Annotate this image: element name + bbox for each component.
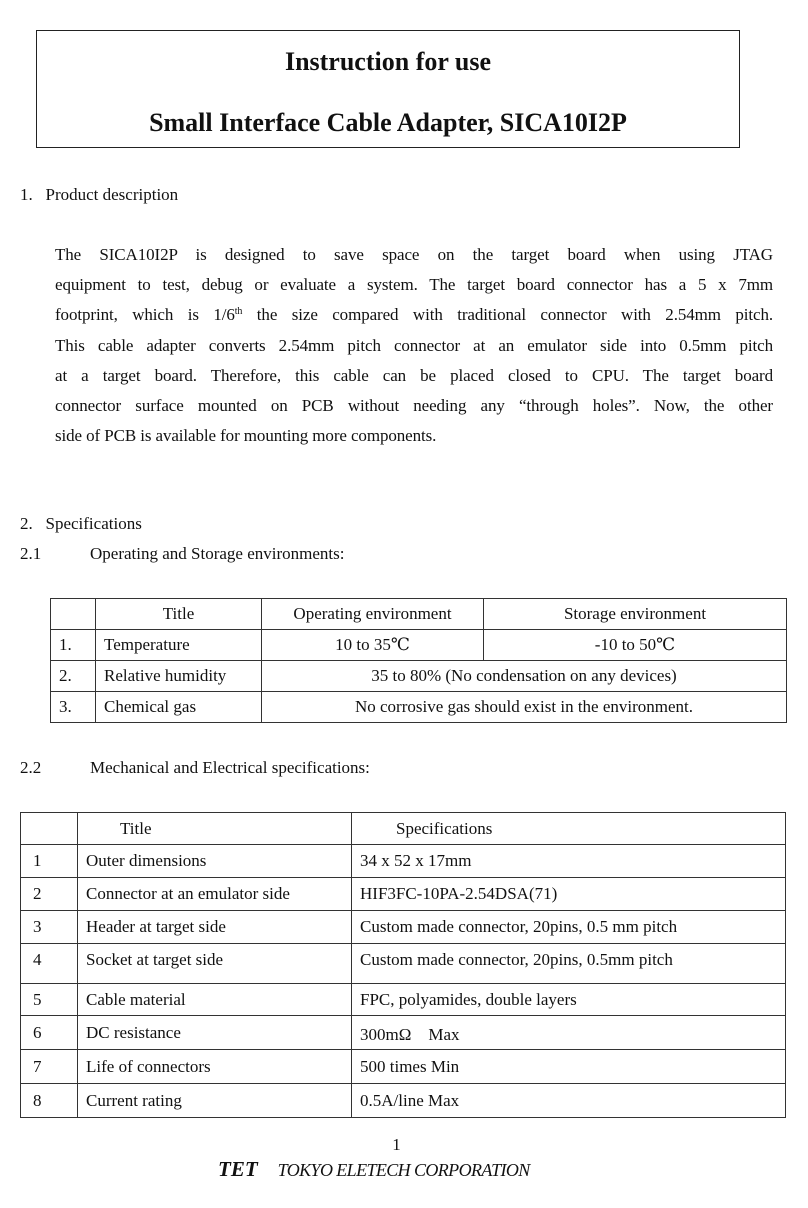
table-header-row <box>21 813 786 845</box>
row-number: 5 <box>21 984 78 1016</box>
operating-value: 10 to 35℃ <box>262 630 484 661</box>
row-title: Life of connectors <box>78 1050 352 1084</box>
title-box <box>36 30 740 148</box>
header-cell: Specifications <box>352 813 786 845</box>
table-row <box>21 878 786 911</box>
row-number: 3. <box>51 692 96 723</box>
header-cell <box>21 813 78 845</box>
row-spec: 0.5A/line Max <box>352 1084 786 1118</box>
row-title: Outer dimensions <box>78 845 352 878</box>
paragraph-line: equipment to test, debug or evaluate a system. The target board connector has a 5 x 7mm <box>55 275 773 295</box>
header-cell: Title <box>96 599 262 630</box>
table-header-row <box>51 599 787 630</box>
paragraph-line: connector surface mounted on PCB without needing any “through holes”. Now, the other <box>55 396 773 416</box>
section2-heading: 2. Specifications <box>20 514 142 533</box>
merged-value: 35 to 80% (No condensation on any devices) <box>262 661 787 692</box>
table-row <box>21 984 786 1016</box>
header-cell: Storage environment <box>484 599 787 630</box>
document-title: Instruction for use <box>284 47 492 76</box>
table-row <box>21 845 786 878</box>
row-title: Header at target side <box>78 911 352 944</box>
row-spec: Custom made connector, 20pins, 0.5 mm pitch <box>352 911 786 944</box>
subsection-number: 2.1 <box>20 544 42 563</box>
paragraph-line: at a target board. Therefore, this cable can be placed closed to CPU. The target board <box>55 365 773 385</box>
row-number: 1 <box>21 845 78 878</box>
row-spec: 34 x 52 x 17mm <box>352 845 786 878</box>
subsection-title: Operating and Storage environments: <box>90 544 345 563</box>
row-spec: Custom made connector, 20pins, 0.5mm pitch <box>352 944 786 984</box>
table-row <box>21 1050 786 1084</box>
row-title: Relative humidity <box>96 661 262 692</box>
row-title: Current rating <box>78 1084 352 1118</box>
paragraph-text: the size compared with traditional connector with 2.54mm pitch. <box>242 305 773 325</box>
subsection-number: 2.2 <box>20 758 42 777</box>
row-number: 1. <box>51 630 96 661</box>
page-number: 1 <box>392 1135 401 1154</box>
row-title: Chemical gas <box>96 692 262 723</box>
paragraph-line: This cable adapter converts 2.54mm pitch connector at an emulator side into 0.5mm pitch <box>55 335 773 355</box>
table-row <box>51 692 787 723</box>
row-number: 8 <box>21 1084 78 1118</box>
merged-value: No corrosive gas should exist in the environment. <box>262 692 787 723</box>
paragraph-line <box>55 300 773 330</box>
row-spec: 500 times Min <box>352 1050 786 1084</box>
table-row <box>21 1084 786 1118</box>
storage-value: -10 to 50℃ <box>484 630 787 661</box>
product-description <box>55 240 773 451</box>
row-number: 7 <box>21 1050 78 1084</box>
environment-table <box>50 598 787 723</box>
row-title: Temperature <box>96 630 262 661</box>
document-subtitle: Small Interface Cable Adapter, SICA10I2P <box>149 108 627 137</box>
header-cell: Operating environment <box>262 599 484 630</box>
row-title: Cable material <box>78 984 352 1016</box>
header-cell: Title <box>78 813 352 845</box>
table-row <box>21 944 786 984</box>
row-spec: HIF3FC-10PA-2.54DSA(71) <box>352 878 786 911</box>
table-row <box>21 911 786 944</box>
row-title: Connector at an emulator side <box>78 878 352 911</box>
paragraph-line: side of PCB is available for mounting more components. <box>55 426 437 446</box>
company-logo: TET <box>218 1157 258 1181</box>
header-cell <box>51 599 96 630</box>
row-title: Socket at target side <box>78 944 352 984</box>
paragraph-line: The SICA10I2P is designed to save space on the target board when using JTAG <box>55 245 773 264</box>
row-number: 4 <box>21 944 78 984</box>
row-number: 3 <box>21 911 78 944</box>
table-row <box>21 1016 786 1050</box>
section1-heading: 1. Product description <box>20 185 179 204</box>
row-number: 2. <box>51 661 96 692</box>
company-footer <box>218 1157 530 1182</box>
specifications-table <box>20 812 786 1118</box>
subsection-title: Mechanical and Electrical specifications: <box>90 758 370 777</box>
row-spec: 300mΩ Max <box>352 1016 786 1050</box>
row-spec: FPC, polyamides, double layers <box>352 984 786 1016</box>
row-number: 6 <box>21 1016 78 1050</box>
table-row <box>51 661 787 692</box>
company-name: TOKYO ELETECH CORPORATION <box>277 1160 530 1180</box>
row-title: DC resistance <box>78 1016 352 1050</box>
superscript: th <box>234 306 243 318</box>
table-row <box>51 630 787 661</box>
paragraph-text: footprint, which is 1/6 <box>55 305 235 325</box>
row-number: 2 <box>21 878 78 911</box>
